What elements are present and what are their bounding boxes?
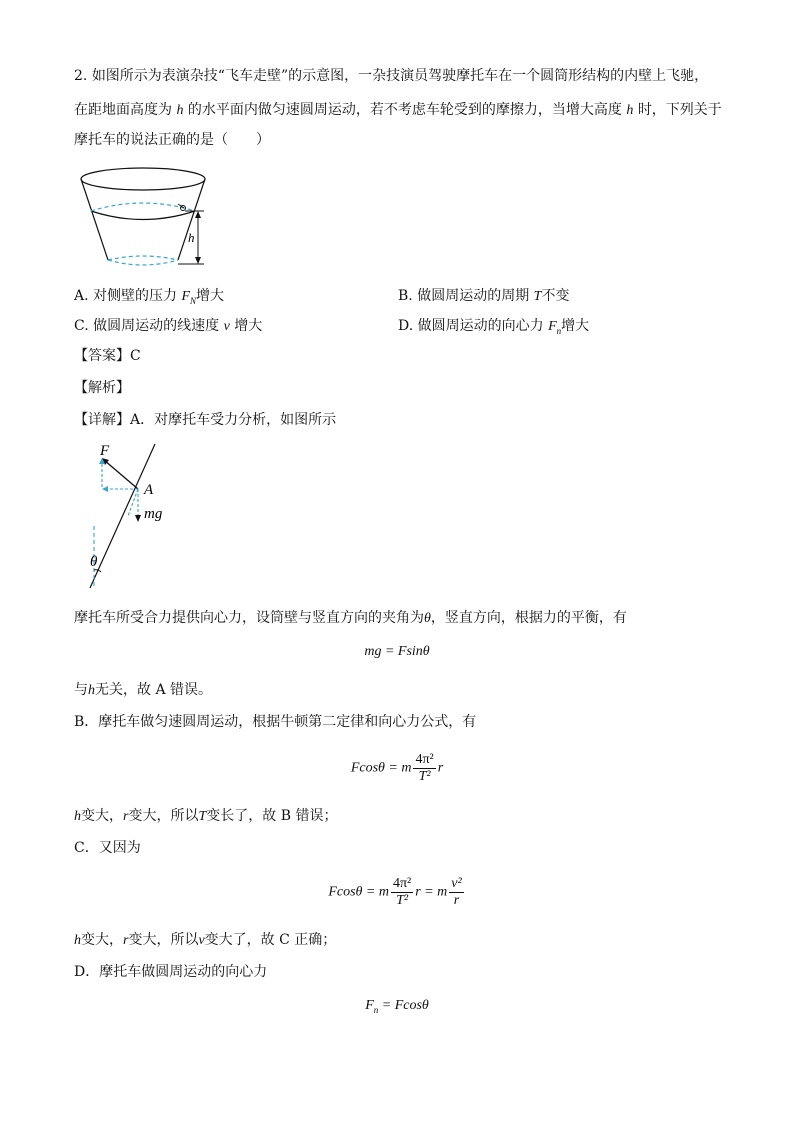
detail-label: 【详解】 bbox=[74, 412, 130, 428]
text-p6b: 变大，所以 bbox=[128, 932, 199, 948]
equation-3-den2: r bbox=[453, 893, 460, 908]
option-a-var: F bbox=[181, 289, 191, 304]
text-p1-theta: θ bbox=[424, 611, 431, 626]
text-p6-r: r bbox=[123, 933, 129, 948]
bottom-ring-back bbox=[108, 256, 178, 260]
equation-3-den1: T² bbox=[396, 893, 409, 908]
option-c-text: C. 做圆周运动的线速度 bbox=[74, 318, 220, 334]
h-label: h bbox=[188, 230, 195, 245]
option-c-var: v bbox=[223, 319, 230, 334]
text-p3-text: B．摩托车做匀速圆周运动，根据牛顿第二定律和向心力公式，有 bbox=[74, 714, 477, 730]
question-line-3 bbox=[74, 130, 270, 150]
text-p2-h: h bbox=[88, 683, 95, 698]
text-p4-t: T bbox=[198, 809, 207, 824]
option-a-text: A. 对侧壁的压力 bbox=[74, 288, 178, 304]
equation-3 bbox=[0, 876, 794, 909]
equation-3-mid: r = m bbox=[415, 884, 448, 900]
equation-3-left: Fcosθ = m bbox=[328, 884, 389, 900]
equation-4-sub: n bbox=[373, 1004, 379, 1015]
force-f-arrow bbox=[104, 460, 138, 489]
equation-2 bbox=[0, 752, 794, 785]
text-p6a: 变大， bbox=[81, 932, 123, 948]
text-p7-text: D．摩托车做圆周运动的向心力 bbox=[74, 964, 268, 980]
analysis-line bbox=[74, 378, 130, 398]
question-text-2c: 时，下列关于 bbox=[637, 102, 722, 118]
middle-ring-front bbox=[91, 211, 195, 220]
text-p2 bbox=[74, 680, 212, 701]
label-a: A bbox=[144, 482, 154, 498]
text-p6c: 变大了，故 C 正确； bbox=[204, 932, 337, 948]
label-mg: mg bbox=[144, 506, 163, 522]
equation-1 bbox=[0, 642, 794, 662]
equation-3-fraction-1 bbox=[391, 876, 413, 909]
text-p2b: 无关，故 A 错误。 bbox=[95, 682, 213, 698]
option-c-suffix: 增大 bbox=[234, 318, 263, 334]
bottom-ring-front bbox=[108, 260, 178, 265]
option-d-sub: n bbox=[556, 325, 562, 336]
question-line-2 bbox=[74, 100, 722, 121]
option-d-suffix: 增大 bbox=[561, 318, 590, 334]
text-p4-r: r bbox=[123, 809, 129, 824]
text-p5-text: C．又因为 bbox=[74, 840, 141, 856]
equation-2-left: Fcosθ = m bbox=[350, 760, 412, 776]
text-p6-v: v bbox=[198, 933, 205, 948]
equation-2-fraction bbox=[413, 752, 435, 785]
analysis-label: 【解析】 bbox=[74, 380, 130, 396]
equation-3-fraction-2 bbox=[449, 876, 463, 909]
text-p4b: 变大，所以 bbox=[128, 808, 199, 824]
mg-head bbox=[135, 515, 141, 522]
h-arrow-down bbox=[195, 257, 201, 264]
label-f: F bbox=[100, 443, 110, 459]
option-a-suffix: 增大 bbox=[196, 288, 225, 304]
option-d-var: F bbox=[548, 319, 557, 334]
equation-1-text: mg = Fsinθ bbox=[364, 644, 430, 659]
answer-value: C bbox=[130, 348, 141, 364]
option-d-text: D. 做圆周运动的向心力 bbox=[398, 318, 544, 334]
text-p4 bbox=[74, 806, 337, 827]
text-p6-h: h bbox=[74, 933, 81, 948]
var-h-2: h bbox=[626, 103, 634, 118]
text-p1 bbox=[74, 608, 627, 629]
text-p5 bbox=[74, 838, 141, 858]
text-p2a: 与 bbox=[74, 682, 88, 698]
left-wall bbox=[81, 179, 108, 260]
question-number: 2. bbox=[74, 68, 88, 84]
equation-2-num: 4π² bbox=[415, 752, 434, 767]
equation-4 bbox=[0, 996, 794, 1020]
label-theta: θ bbox=[90, 554, 98, 570]
equation-4-right: = Fcosθ bbox=[378, 998, 429, 1013]
text-p4a: 变大， bbox=[81, 808, 123, 824]
question-text-2a: 在距地面高度为 bbox=[74, 102, 172, 118]
text-p4c: 变长了，故 B 错误； bbox=[206, 808, 338, 824]
question-text-3: 摩托车的说法正确的是（ ） bbox=[74, 132, 270, 148]
f-horizontal-head bbox=[102, 486, 108, 492]
right-wall bbox=[178, 179, 205, 260]
text-p1a: 摩托车所受合力提供向心力，设筒壁与竖直方向的夹角为 bbox=[74, 610, 424, 626]
figure-cylinder bbox=[78, 162, 218, 272]
answer-label: 【答案】 bbox=[74, 348, 130, 364]
h-arrow-up bbox=[195, 211, 201, 218]
var-h: h bbox=[176, 103, 184, 118]
question-line-1 bbox=[74, 66, 708, 86]
text-p7 bbox=[74, 962, 267, 982]
text-p1b: ，竖直方向，根据力的平衡，有 bbox=[430, 610, 627, 626]
text-p6 bbox=[74, 930, 336, 951]
question-text-2b: 的水平面内做匀速圆周运动，若不考虑车轮受到的摩擦力，当增大高度 bbox=[187, 102, 622, 118]
middle-ring-back bbox=[91, 203, 195, 211]
option-b[interactable] bbox=[398, 286, 569, 307]
option-a[interactable] bbox=[74, 286, 224, 311]
option-d[interactable] bbox=[398, 316, 589, 341]
equation-3-num2: v² bbox=[451, 876, 462, 891]
option-c[interactable] bbox=[74, 316, 262, 337]
detail-line bbox=[74, 410, 336, 430]
text-p3 bbox=[74, 712, 476, 732]
answer-line bbox=[74, 346, 141, 366]
option-b-text: B. 做圆周运动的周期 bbox=[398, 288, 530, 304]
option-b-var: T bbox=[533, 289, 542, 304]
equation-2-right: r bbox=[437, 760, 444, 776]
equation-2-den: T² bbox=[418, 769, 431, 784]
text-p4-h: h bbox=[74, 809, 81, 824]
option-a-sub: N bbox=[190, 295, 197, 306]
figure-force-diagram bbox=[80, 438, 190, 598]
detail-a-intro: A．对摩托车受力分析，如图所示 bbox=[130, 412, 337, 428]
equation-3-num1: 4π² bbox=[392, 876, 412, 891]
equation-4-f: F bbox=[365, 998, 374, 1013]
question-text-1: 如图所示为表演杂技“飞车走壁”的示意图，一杂技演员驾驶摩托车在一个圆筒形结构的内壁上飞驰， bbox=[91, 68, 709, 84]
option-b-suffix: 不变 bbox=[541, 288, 570, 304]
top-rim bbox=[81, 168, 205, 190]
